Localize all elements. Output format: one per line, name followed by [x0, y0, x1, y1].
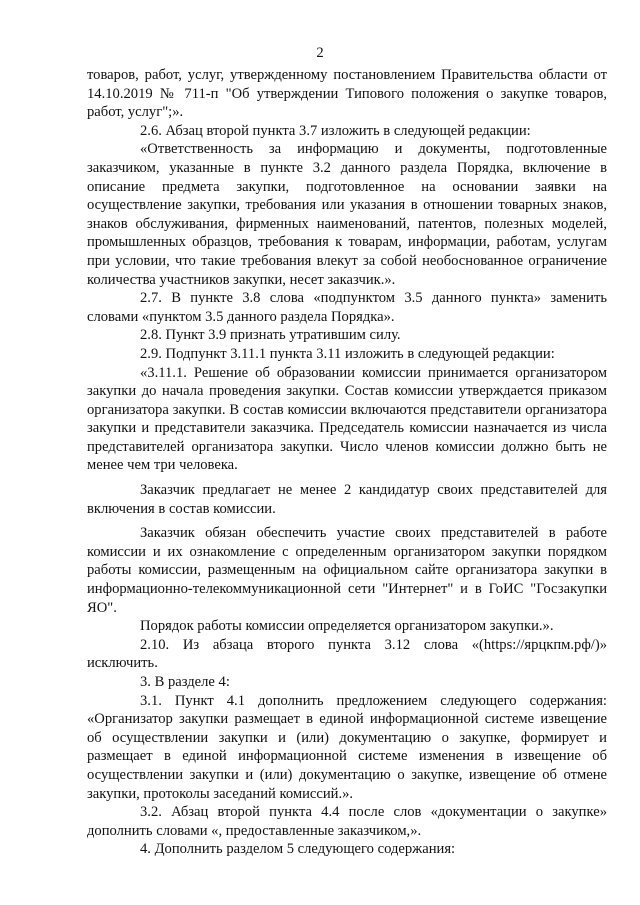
- paragraph: Заказчик обязан обеспечить участие своих представителей в работе комиссии и их ознакомление с определенным организатором закупки порядком работы комиссии, размещенным на официальном сайте организатора закупки в информационно-телекоммуникационной сети "Интернет" и в ГоИС "Госзакупки ЯО".: [87, 525, 607, 616]
- paragraph: «3.11.1. Решение об образовании комиссии принимается организатором закупки до начала проведения закупки. Состав комиссии утверждается приказом организатора закупки. В состав комиссии включаются представители организатора закупки и представители заказчика. Председатель комиссии назначается из числа представителей организатора закупки. Число членов комиссии должно быть не менее чем три человека.: [87, 364, 607, 474]
- paragraph: товаров, работ, услуг, утвержденному постановлением Правительства области от 14.10.2019 № 711-п "Об утверждении Типового положения о закупке товаров, работ, услуг";».: [87, 67, 607, 121]
- page-number: 2: [316, 45, 324, 61]
- paragraph: 2.7. В пункте 3.8 слова «подпунктом 3.5 данного пункта» заменить словами «пунктом 3.5 данного раздела Порядка».: [87, 290, 607, 325]
- paragraph: Заказчик предлагает не менее 2 кандидатур своих представителей для включения в состав комиссии.: [87, 482, 607, 517]
- paragraph: 2.9. Подпункт 3.11.1 пункта 3.11 изложить в следующей редакции:: [140, 345, 555, 362]
- paragraph: Порядок работы комиссии определяется организатором закупки.».: [140, 618, 554, 635]
- paragraph: 2.10. Из абзаца второго пункта 3.12 слова «(https://ярцкпм.рф/)» исключить.: [87, 636, 607, 672]
- paragraph: 3. В разделе 4:: [140, 674, 230, 690]
- paragraph: 2.8. Пункт 3.9 признать утратившим силу.: [140, 327, 401, 344]
- document-body: [87, 66, 607, 859]
- paragraph: 2.6. Абзац второй пункта 3.7 изложить в следующей редакции:: [140, 122, 531, 139]
- paragraph: 3.2. Абзац второй пункта 4.4 после слов «документации о закупке» дополнить словами «, предоставленные заказчиком,».: [87, 804, 607, 839]
- paragraph: 3.1. Пункт 4.1 дополнить предложением следующего содержания: «Организатор закупки размещает в единой информационной системе извещение об осуществлении закупки и (или) документацию о закупке, формирует и размещает в единой информационной системе изменения в извещение об осуществлении закупки и (или) документацию о закупке, извещение об отмене закупки, протоколы заседаний комиссий.».: [87, 692, 607, 802]
- paragraph: 4. Дополнить разделом 5 следующего содержания:: [140, 841, 456, 858]
- paragraph: «Ответственность за информацию и документы, подготовленные заказчиком, указанные в пункте 3.2 данного раздела Порядка, включение в описание предмета закупки, подготовленное на основании заявки на осуществление закупки, требования или указания в отношении товарных знаков, знаков обслуживания, фирменных наименований, патентов, полезных моделей, промышленных образцов, требования к товарам, информации, работам, услугам при условии, что такие требования влекут за собой необоснованное ограничение количества участников закупки, несет заказчик.».: [87, 141, 607, 288]
